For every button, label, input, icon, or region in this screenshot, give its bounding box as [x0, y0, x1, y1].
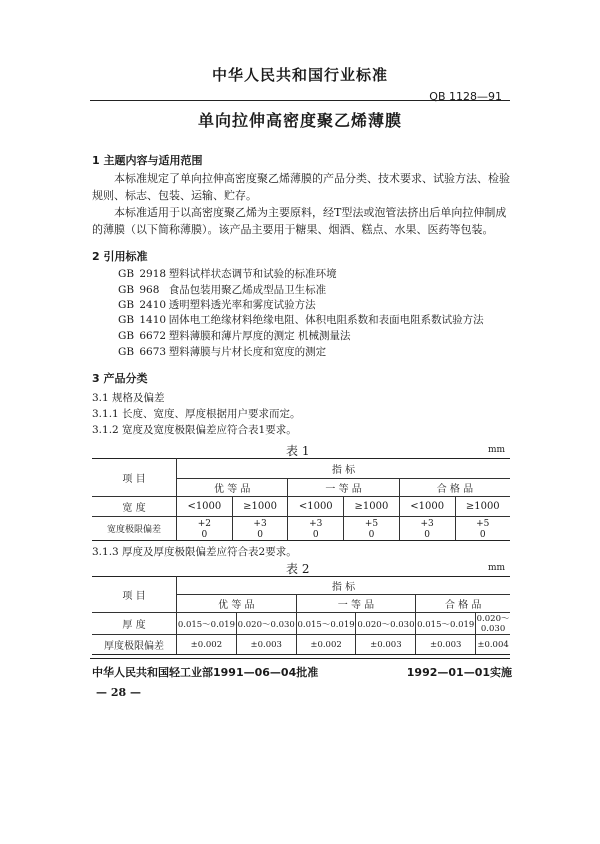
table-cell: 0.020～ 0.030 — [476, 613, 510, 634]
table-cell: 0.020～0.030 — [356, 613, 416, 635]
table-cell: 0.015～0.019 — [416, 613, 476, 635]
deviation-lower: 0 — [368, 529, 375, 540]
table-2-unit: mm — [488, 563, 506, 573]
grade-header: 一 等 品 — [288, 479, 399, 497]
reference-item: GB 2918 塑料试样状态调节和试验的标准环境 — [118, 268, 337, 280]
table-cell — [232, 517, 288, 541]
org-title: 中华人民共和国行业标准 — [211, 66, 388, 84]
footer-rule — [90, 658, 510, 659]
clause-3-1: 3.1 规格及偏差 — [92, 392, 165, 404]
row-label: 宽度极限偏差 — [92, 517, 177, 541]
document-title: 单向拉伸高密度聚乙烯薄膜 — [197, 111, 402, 130]
table-cell — [455, 517, 510, 541]
table-cell: <1000 — [399, 497, 455, 517]
deviation-upper: +3 — [253, 518, 267, 529]
grade-header: 一 等 品 — [296, 595, 416, 613]
header-rule — [90, 100, 510, 101]
grade-header: 优 等 品 — [177, 479, 288, 497]
deviation-upper: +2 — [197, 518, 211, 529]
table-cell — [177, 517, 233, 541]
row-label: 厚度极限偏差 — [92, 635, 177, 655]
deviation-upper: +5 — [364, 518, 379, 529]
deviation-upper: +3 — [420, 518, 434, 529]
reference-item: GB 968 食品包装用聚乙烯成型品卫生标准 — [118, 284, 327, 296]
deviation-lower: 0 — [257, 529, 263, 540]
table-cell: <1000 — [288, 497, 344, 517]
table-cell: ≥1000 — [455, 497, 510, 517]
table-2-caption: 表 2 — [286, 562, 310, 576]
clause-3-1-3: 3.1.3 厚度及厚度极限偏差应符合表2要求。 — [92, 546, 297, 558]
clause-3-1-2: 3.1.2 宽度及宽度极限偏差应符合表1要求。 — [92, 424, 297, 436]
deviation-lower: 0 — [424, 529, 431, 540]
table-cell: ±0.003 — [416, 635, 476, 655]
table-cell — [399, 517, 455, 541]
table-cell: ±0.002 — [296, 635, 356, 655]
deviation-lower: 0 — [312, 529, 319, 540]
table-1 — [92, 458, 510, 541]
deviation-lower: 0 — [479, 529, 486, 540]
table-1-unit: mm — [488, 445, 506, 455]
reference-item: GB 2410 透明塑料透光率和雾度试验方法 — [118, 299, 316, 311]
table-cell: ±0.003 — [236, 635, 296, 655]
section-3-heading: 3 产品分类 — [92, 372, 148, 385]
grade-header: 合 格 品 — [416, 595, 510, 613]
table-cell: 0.020～0.030 — [236, 613, 296, 635]
grade-header: 优 等 品 — [177, 595, 297, 613]
deviation-lower: 0 — [201, 529, 208, 540]
table-cell — [288, 517, 344, 541]
page-number: — 28 — — [96, 686, 141, 699]
table-header-index: 指 标 — [177, 459, 511, 479]
section-1-heading: 1 主题内容与适用范围 — [92, 154, 203, 167]
deviation-upper: +5 — [476, 518, 490, 529]
deviation-upper: +3 — [309, 518, 323, 529]
reference-item: GB 6672 塑料薄膜和薄片厚度的测定 机械测量法 — [118, 330, 351, 342]
table-cell: ±0.002 — [177, 635, 237, 655]
row-label: 宽 度 — [92, 497, 177, 517]
approval-line: 中华人民共和国轻工业部1991—06—04批准 — [92, 666, 319, 679]
table-cell: <1000 — [177, 497, 233, 517]
table-1-caption: 表 1 — [286, 444, 310, 458]
table-cell: 0.015～0.019 — [177, 613, 237, 635]
table-header-index: 指 标 — [177, 577, 511, 595]
table-2 — [92, 576, 510, 655]
effective-date: 1992—01—01实施 — [406, 666, 512, 679]
section-2-heading: 2 引用标准 — [92, 250, 148, 263]
table-cell — [344, 517, 400, 541]
reference-item: GB 6673 塑料薄膜与片材长度和宽度的测定 — [118, 346, 327, 358]
clause-3-1-1: 3.1.1 长度、宽度、厚度根据用户要求而定。 — [92, 408, 301, 420]
standard-code: QB 1128—91 — [429, 90, 502, 103]
table-cell: ≥1000 — [344, 497, 400, 517]
table-header-item: 项 目 — [92, 459, 177, 497]
section-1-paragraph-2: 本标准适用于以高密度聚乙烯为主要原料，经T型法或泡管法挤出后单向拉伸制成的薄膜（以下简称薄膜）。该产品主要用于糖果、烟酒、糕点、水果、医药等包装。 — [92, 206, 507, 236]
row-label: 厚 度 — [92, 613, 177, 635]
table-header-item: 项 目 — [92, 577, 177, 613]
table-cell: ±0.003 — [356, 635, 416, 655]
table-cell: ±0.004 — [476, 635, 510, 655]
table-cell: 0.015～0.019 — [296, 613, 356, 635]
grade-header: 合 格 品 — [399, 479, 510, 497]
section-1-paragraph-1: 本标准规定了单向拉伸高密度聚乙烯薄膜的产品分类、技术要求、试验方法、检验规则、标志、包装、运输、贮存。 — [92, 172, 510, 202]
reference-item: GB 1410 固体电工绝缘材料绝缘电阻、体积电阻系数和表面电阻系数试验方法 — [118, 314, 484, 326]
table-cell: ≥1000 — [232, 497, 288, 517]
